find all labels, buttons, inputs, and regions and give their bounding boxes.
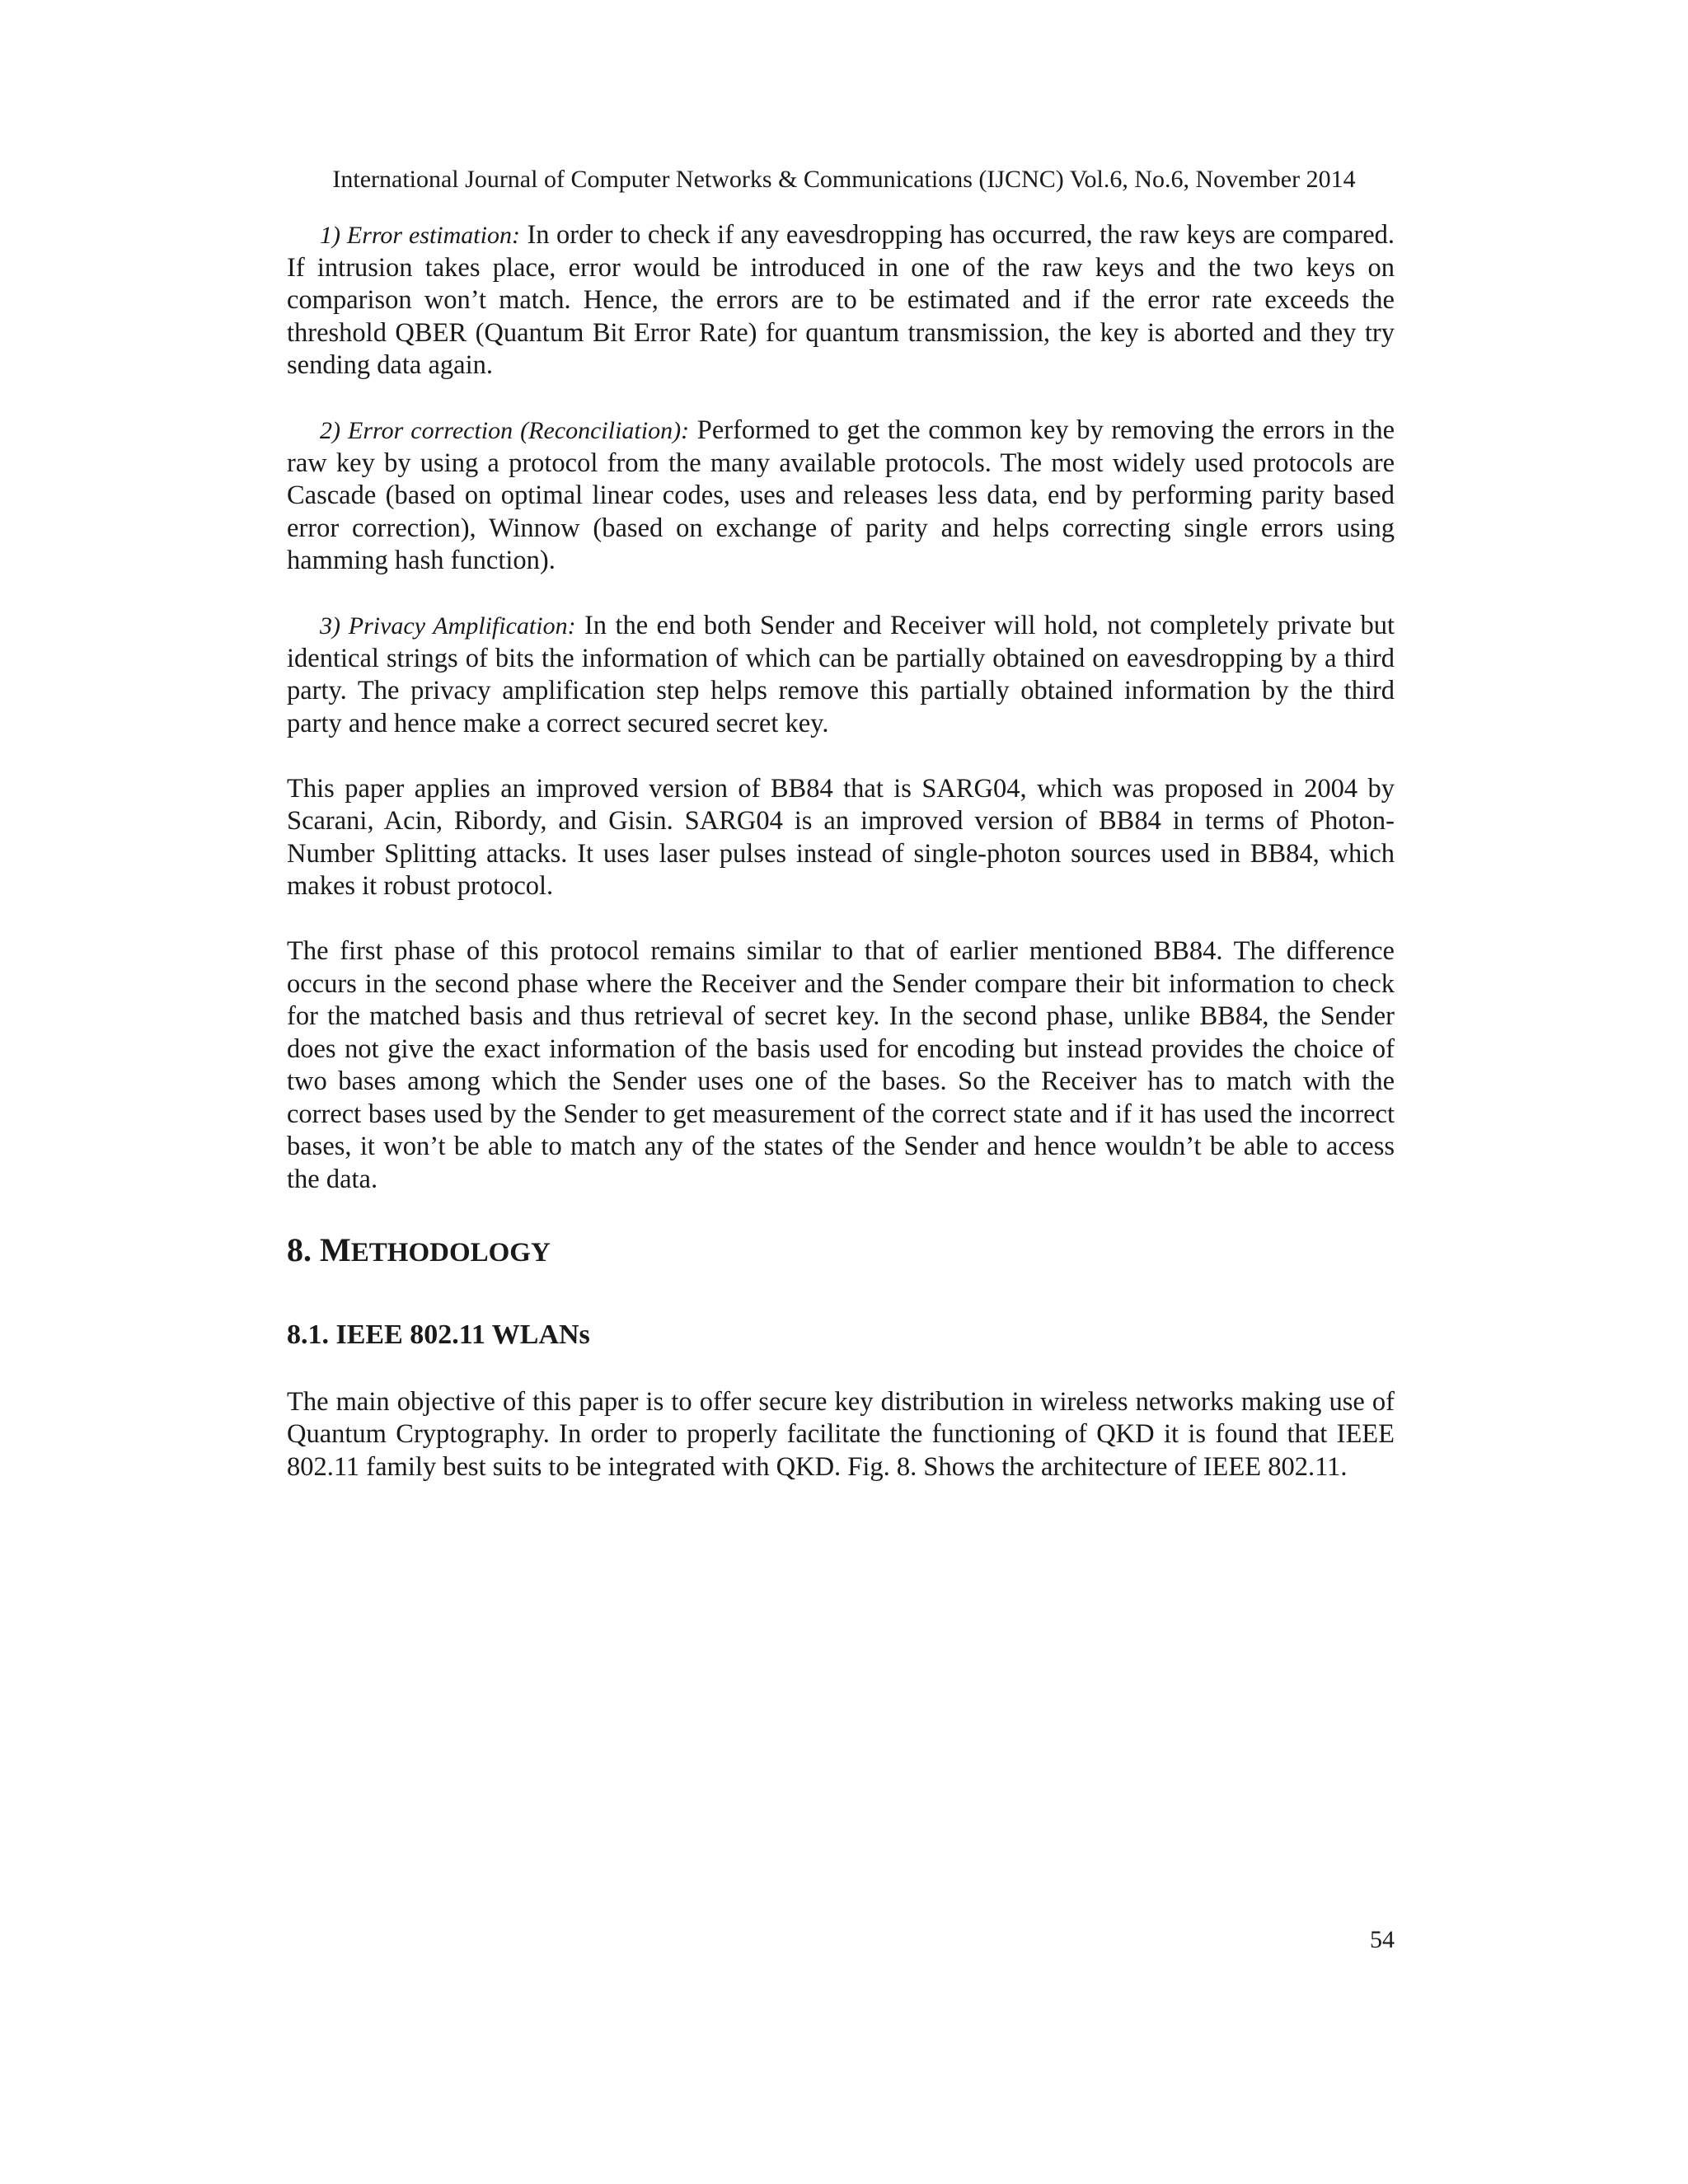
item-text: Performed to get the common key by removing the errors in the raw key by using a protocol from the many available protocols. The most widely used protocols are Cascade (based on optimal linear codes, uses and releases less data, end by performing parity based error correction), Winnow (based on exchange of parity and helps correcting single errors using hamming hash function).: [287, 415, 1395, 575]
item-text: In order to check if any eavesdropping has occurred, the raw keys are compared. If intrusion takes place, error would be introduced in one of the raw keys and the two keys on comparison won’t match. Hence, the errors are to be estimated and if the error rate exceeds the threshold QBER (Quantum Bit Error Rate) for quantum transmission, the key is aborted and they try sending data again.: [287, 220, 1395, 380]
item-text: In the end both Sender and Receiver will hold, not completely private but identical strings of bits the information of which can be partially obtained on eavesdropping by a third party. The privacy amplification step helps remove this partially obtained information by the third party and hence make a correct secured secret key.: [287, 611, 1395, 738]
page-number: 54: [1370, 1926, 1395, 1953]
paragraph-protocol-phases: The first phase of this protocol remains similar to that of earlier mentioned BB84. The difference occurs in the second phase where the Receiver and the Sender compare their bit information to check for the matched basis and thus retrieval of secret key. In the second phase, unlike BB84, the Sender does not give the exact information of the basis used for encoding but instead provides the choice of two bases among which the Sender uses one of the bases. So the Receiver has to match with the correct bases used by the Sender to get measurement of the correct state and if it has used the incorrect bases, it won’t be able to match any of the states of the Sender and hence wouldn’t be able to access the data.: [287, 936, 1395, 1194]
section-heading-number: 8. M: [287, 1231, 351, 1268]
section-heading: [287, 1230, 1395, 1272]
paragraph-sarg04: This paper applies an improved version of BB84 that is SARG04, which was proposed in 2004 by Scarani, Acin, Ribordy, and Gisin. SARG04 is an improved version of BB84 in terms of Photon-Number Splitting attacks. It uses laser pulses instead of single-photon sources used in BB84, which makes it robust protocol.: [287, 773, 1395, 901]
paragraph-objective: The main objective of this paper is to offer secure key distribution in wireless networks making use of Quantum Cryptography. In order to properly facilitate the functioning of QKD it is found that IEEE 802.11 family best suits to be integrated with QKD. Fig. 8. Shows the architecture of IEEE 802.11.: [287, 1386, 1395, 1482]
section-heading-title: ETHODOLOGY: [350, 1238, 551, 1268]
item-lead: 2) Error correction (Reconciliation):: [320, 417, 690, 444]
body-column: [287, 219, 1395, 1483]
running-header: International Journal of Computer Networks & Communications (IJCNC) Vol.6, No.6, November 2014: [332, 166, 1356, 193]
subsection-heading: 8.1. IEEE 802.11 WLANs: [287, 1319, 590, 1350]
item-error-estimation: [287, 219, 1395, 382]
item-lead: 1) Error estimation:: [320, 222, 520, 249]
item-error-correction: [287, 415, 1395, 578]
item-lead: 3) Privacy Amplification:: [320, 612, 576, 640]
item-privacy-amplification: [287, 610, 1395, 740]
